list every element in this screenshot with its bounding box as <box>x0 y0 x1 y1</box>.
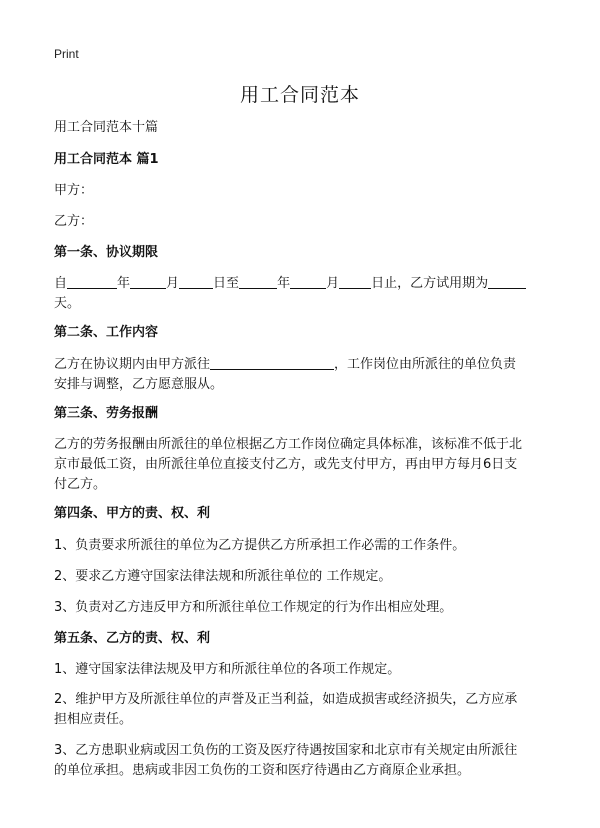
document-subtitle: 用工合同范本十篇 <box>54 120 159 135</box>
end-year-blank[interactable] <box>239 274 277 289</box>
article5-item3-line1: 3、乙方患职业病或因工负伤的工资及医疗待遇按国家和北京市有关规定由所派往 <box>54 743 518 758</box>
end-day-blank[interactable] <box>339 274 371 289</box>
section-title: 用工合同范本 篇1 <box>54 152 159 167</box>
article2-line1 <box>54 355 550 375</box>
article4-heading: 第四条、甲方的责、权、利 <box>54 506 211 521</box>
trial-days-blank[interactable] <box>488 274 526 289</box>
article2-text-1: 乙方在协议期内由甲方派往 <box>54 357 211 372</box>
article3-heading: 第三条、劳务报酬 <box>54 406 159 421</box>
article5-item3 <box>54 741 550 781</box>
article5-item2 <box>54 690 550 730</box>
article4-item1: 1、负责要求所派往的单位为乙方提供乙方所承担工作必需的工作条件。 <box>54 538 466 553</box>
party-a-label: 甲方： <box>54 183 94 198</box>
party-b-label: 乙方： <box>54 214 94 229</box>
document-title: 用工合同范本 <box>239 84 360 106</box>
article4-item3: 3、负责对乙方违反甲方和所派往单位工作规定的行为作出相应处理。 <box>54 600 453 615</box>
article2-heading: 第二条、工作内容 <box>54 325 159 340</box>
article2-body <box>54 355 550 395</box>
end-month-blank[interactable] <box>290 274 326 289</box>
start-month-blank[interactable] <box>130 274 166 289</box>
article3-line3: 付乙方。 <box>54 477 107 492</box>
article1-text-from: 自 <box>54 276 68 291</box>
article1-line1 <box>54 274 550 294</box>
article1-text-year2: 年 <box>277 276 291 291</box>
article5-item2-line2: 担相应责任。 <box>54 712 133 727</box>
article3-body <box>54 435 550 495</box>
article1-text-year: 年 <box>117 276 131 291</box>
article1-heading: 第一条、协议期限 <box>54 245 159 260</box>
print-label: Print <box>54 47 79 61</box>
article2-line2: 安排与调整，乙方愿意服从。 <box>54 377 224 392</box>
article2-text-2: ，工作岗位由所派往的单位负责 <box>334 357 517 372</box>
dispatch-unit-blank[interactable] <box>210 355 334 370</box>
article3-line1: 乙方的劳务报酬由所派往的单位根据乙方工作岗位确定具体标准，该标准不低于北 <box>54 437 523 452</box>
article1-text-trial: 日止，乙方试用期为 <box>371 276 489 291</box>
article1-line2: 天。 <box>54 296 81 311</box>
article5-item3-line2: 的单位承担。患病或非因工负伤的工资和医疗待遇由乙方商原企业承担。 <box>54 763 471 778</box>
start-year-blank[interactable] <box>67 274 117 289</box>
article5-heading: 第五条、乙方的责、权、利 <box>54 631 211 646</box>
start-day-blank[interactable] <box>179 274 213 289</box>
article5-item1: 1、遵守国家法律法规及甲方和所派往单位的各项工作规定。 <box>54 662 401 677</box>
article5-item2-line1: 2、维护甲方及所派往单位的声誉及正当利益，如造成损害或经济损失，乙方应承 <box>54 692 518 707</box>
article3-line2: 京市最低工资，由所派往单位直接支付乙方，或先支付甲方，再由甲方每月6日支 <box>54 457 518 472</box>
article1-text-day-to: 日至 <box>213 276 240 291</box>
article1-text-month2: 月 <box>326 276 340 291</box>
article1-text-month: 月 <box>166 276 180 291</box>
article4-item2: 2、要求乙方遵守国家法律法规和所派往单位的 工作规定。 <box>54 569 392 584</box>
article1-body <box>54 274 550 314</box>
